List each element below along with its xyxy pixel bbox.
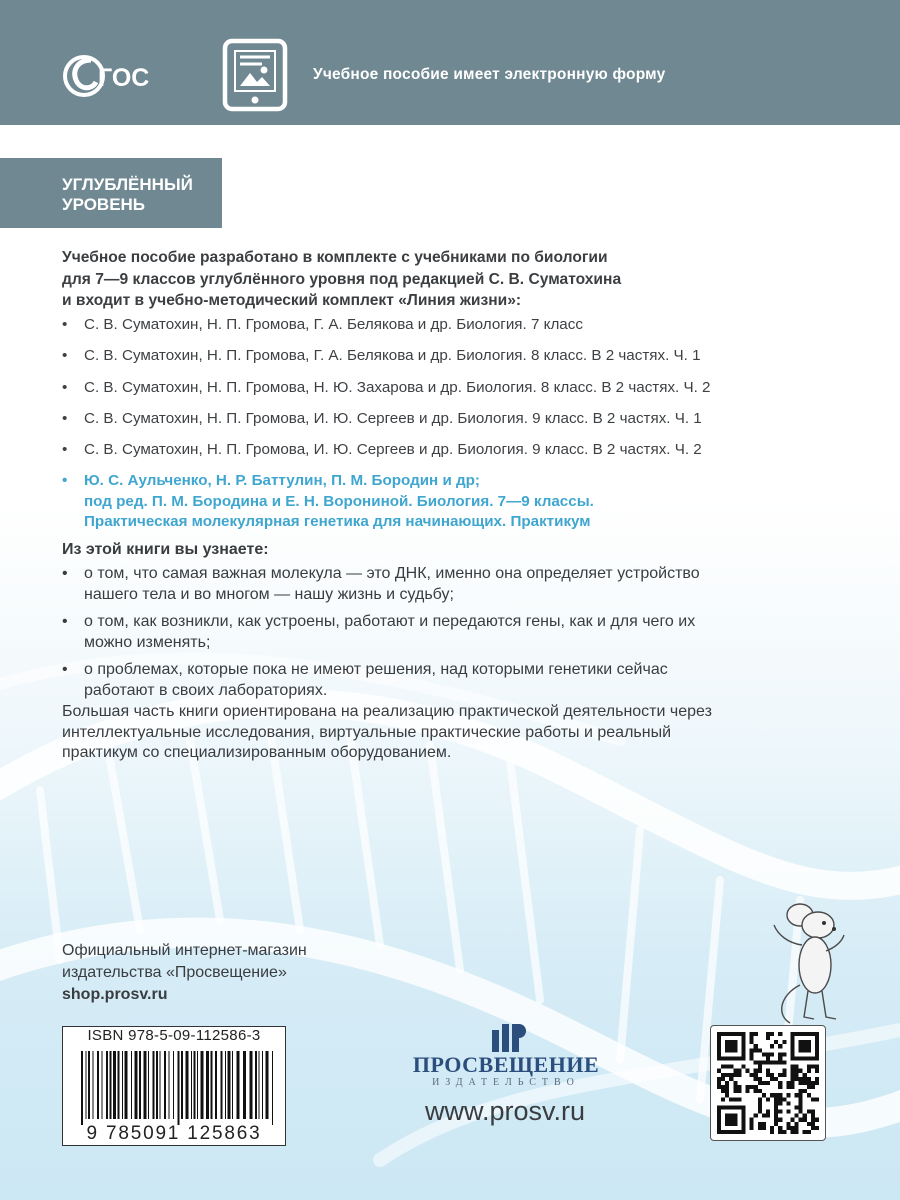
fgos-logo-icon (62, 48, 160, 104)
electronic-form-note: Учебное пособие имеет электронную форму (313, 66, 666, 83)
tablet-icon (222, 38, 288, 112)
book-item: • С. В. Суматохин, Н. П. Громова, Н. Ю. Захарова и др. Биология. 8 класс. В 2 частях. Ч. 2 (62, 378, 872, 397)
isbn-label: ISBN 978-5-09-112586-3 (87, 1027, 261, 1044)
learn-item (62, 659, 822, 701)
top-banner (0, 0, 900, 125)
learn-item-line: • о проблемах, которые пока не имеют решения, над которыми генетики сейчас (84, 661, 668, 678)
book-list (62, 315, 872, 545)
publisher-logo-icon (490, 1020, 526, 1054)
learn-title: Из этой книги вы узнаете: (62, 541, 269, 558)
highlighted-book-line: • Ю. С. Аульченко, Н. Р. Баттулин, П. М. Бородин и др; (84, 472, 480, 490)
learn-item-line: • о том, что самая важная молекула — это ДНК, именно она определяет устройство (84, 565, 700, 582)
intro-line: Учебное пособие разработано в комплекте с учебниками по биологии (62, 249, 608, 266)
summary-paragraph (62, 702, 852, 764)
learn-item-line: • о том, как возникли, как устроены, работают и передаются гены, как и для чего их (84, 613, 696, 630)
fgos-logo-text: ГОС (98, 64, 150, 92)
shop-line: Официальный интернет-магазин (62, 942, 307, 959)
publisher-name: ПРОСВЕЩЕНИЕ (412, 1052, 600, 1077)
learn-item-line: можно изменять; (84, 634, 211, 651)
book-item: • С. В. Суматохин, Н. П. Громова, Г. А. Белякова и др. Биология. 7 класс (62, 315, 872, 334)
shop-url-link[interactable]: shop.prosv.ru (62, 986, 168, 1003)
learn-item-line: работают в своих лабораториях. (84, 682, 328, 699)
highlighted-book-line: под ред. П. М. Бородина и Е. Н. Ворониной. Биология. 7—9 классы. (84, 492, 594, 510)
book-item: • С. В. Суматохин, Н. П. Громова, И. Ю. Сергеев и др. Биология. 9 класс. В 2 частях. Ч. 1 (62, 409, 872, 428)
highlighted-book-line: Практическая молекулярная генетика для начинающих. Практикум (84, 513, 591, 531)
qr-code-pattern (717, 1032, 819, 1134)
shop-line: издательства «Просвещение» (62, 964, 287, 981)
level-badge-line1: УГЛУБЛЁННЫЙ (62, 175, 193, 194)
online-shop-info (62, 940, 307, 1006)
summary-line: Большая часть книги ориентирована на реализацию практической деятельности через (62, 703, 712, 720)
summary-line: интеллектуальные исследования, виртуальные практические работы и реальный (62, 723, 672, 741)
isbn-digits: 9 785091 125863 (86, 1123, 262, 1144)
publisher-subtitle: ИЗДАТЕЛЬСТВО (432, 1077, 580, 1088)
level-badge-line2: УРОВЕНЬ (62, 195, 146, 214)
book-item: • С. В. Суматохин, Н. П. Громова, И. Ю. Сергеев и др. Биология. 9 класс. В 2 частях. Ч. 2 (62, 440, 872, 459)
isbn-barcode-box (62, 1026, 286, 1146)
intro-line: для 7—9 классов углублённого уровня под редакцией С. В. Суматохина (62, 270, 622, 288)
learn-item (62, 563, 822, 605)
qr-code[interactable] (710, 1025, 826, 1141)
learn-item (62, 611, 822, 653)
publisher-url-link[interactable]: www.prosv.ru (424, 1096, 586, 1126)
book-item: • С. В. Суматохин, Н. П. Громова, Г. А. Белякова и др. Биология. 8 класс. В 2 частях. Ч. 1 (62, 346, 872, 365)
learn-item-line: нашего тела и во многом — нашу жизнь и судьбу; (84, 586, 454, 603)
barcode (79, 1051, 279, 1125)
learn-list (62, 563, 822, 707)
intro-line: и входит в учебно-методический комплект «Линия жизни»: (62, 292, 522, 309)
summary-line: практикум со специализированным оборудованием. (62, 744, 452, 761)
intro-paragraph (62, 247, 862, 312)
highlighted-book-item (62, 471, 872, 533)
mouse-mascot-icon (760, 895, 850, 1025)
level-badge (0, 158, 222, 228)
